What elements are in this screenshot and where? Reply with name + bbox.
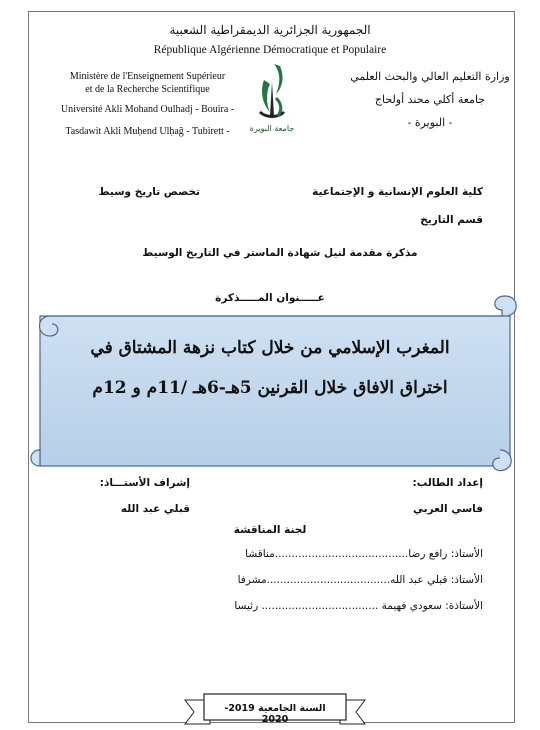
committee-member: الأستاذة: سعودي فهيمة ................................... رئيسا (234, 600, 483, 612)
university-logo (249, 60, 295, 140)
university-kabyle: Tasdawit Akli Muḥend Ulḥağ - Tubirett - (65, 126, 230, 137)
memo-description: مذكرة مقدمة لنيل شهادة الماستر في التاريخ الوسيط (142, 247, 418, 259)
republic-french: République Algérienne Démocratique et Populaire (153, 44, 387, 56)
republic-arabic: الجمهورية الجزائرية الديمقراطية الشعبية (169, 23, 371, 37)
ministry-fr-line1: Ministère de l'Enseignement Supérieur (69, 71, 226, 82)
city-ar: - البويرة - (407, 116, 453, 129)
student-label: إعداد الطالب: (412, 477, 483, 489)
thesis-title-line1: المغرب الإسلامي من خلال كتاب نزهة المشتاق في (90, 338, 450, 358)
department: قسم التاريخ (420, 214, 483, 226)
committee-member: الأستاذ: رافع رضا........................................مناقشا (245, 548, 483, 560)
faculty: كلية العلوم الإنسانية و الإجتماعية (312, 186, 483, 198)
ministry-ar-line1: وزارة التعليم العالي والبحث العلمي (350, 70, 510, 83)
memo-title-label: عـــــنوان المـــــذكرة (215, 292, 325, 304)
committee-title: لجنة المناقشة (233, 524, 307, 536)
university-fr: Université Akli Mohand Oulhadj - Bouira - (60, 104, 235, 115)
logo-caption: جامعة البويرة (249, 124, 295, 133)
academic-year: السنة الجامعية 2019-2020 (224, 703, 326, 725)
ministry-fr-line2: et de la Recherche Scientifique (85, 84, 210, 95)
specialty: تخصص تاريخ وسيط (98, 186, 200, 198)
supervisor-name: قبلي عبد الله (120, 503, 190, 515)
thesis-title-line2: اختراق الافاق خلال القرنين 5هـ-6هـ /11م و 12م (92, 378, 448, 398)
university-ar: جامعة أكلي محند أولحاج (374, 93, 486, 106)
committee-member: الأستاذ: قبلي عبد الله.....................................مشرفا (237, 574, 483, 586)
student-name: فاسي العربي (413, 503, 483, 515)
supervisor-label: إشراف الأستـــاذ: (99, 477, 190, 489)
